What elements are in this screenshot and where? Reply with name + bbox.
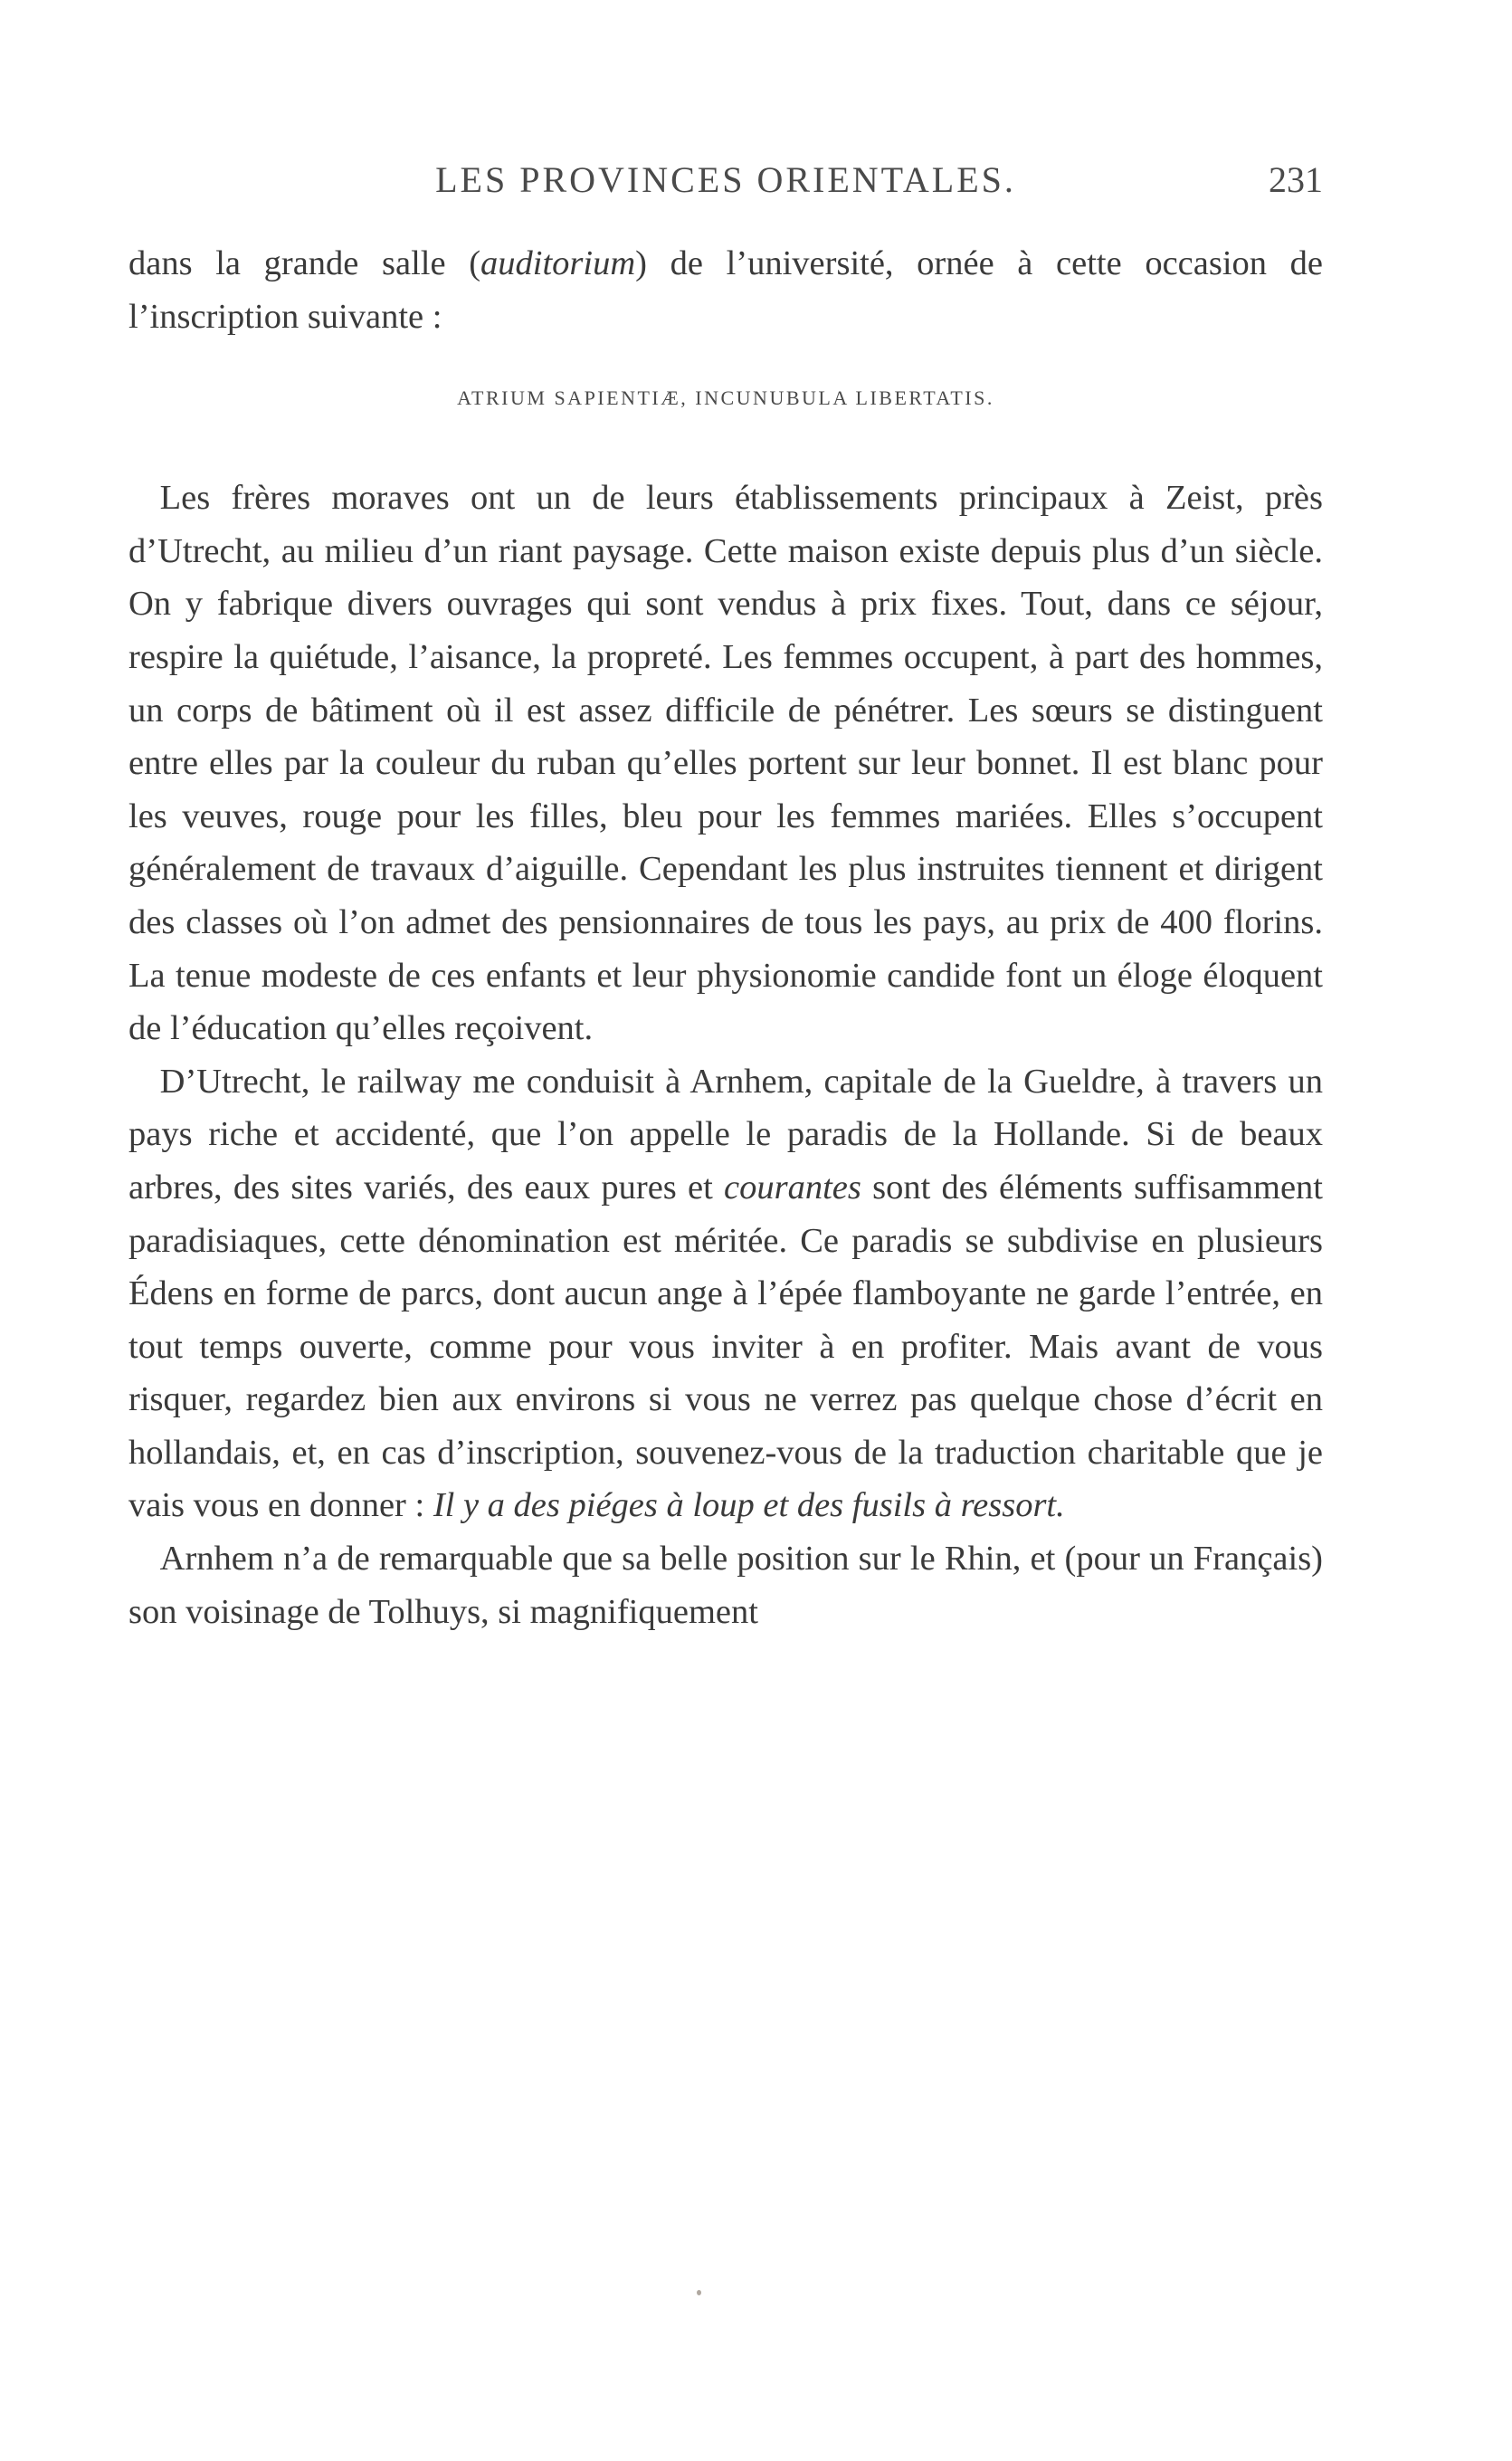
paragraph-moravian-brothers: Les frères moraves ont un de leurs établissements principaux à Zeist, près d’Utrecht, au milieu d’un riant paysage. Cette maison existe depuis plus d’un siècle. On y fabrique divers ouvrages qui sont vendus à prix fixes. Tout, dans ce séjour, respire la quiétude, l’aisance, la propreté. Les femmes occupent, à part des hommes, un corps de bâtiment où il est assez difficile de pénétrer. Les sœurs se distinguent entre elles par la couleur du ruban qu’elles portent sur leur bonnet. Il est blanc pour les veuves, rouge pour les filles, bleu pour les femmes mariées. Elles s’occupent généralement de travaux d’aiguille. Cependant les plus instruites tiennent et dirigent des classes où l’on admet des pensionnaires de tous les pays, au prix de 400 florins. La tenue modeste de ces enfants et leur physionomie candide font un éloge éloquent de l’éducation qu’elles reçoivent. bbox=[128, 479, 1323, 1048]
page-header bbox=[128, 158, 1323, 213]
running-title: LES PROVINCES ORIENTALES. bbox=[435, 159, 1016, 200]
paragraph-italic-text: auditorium bbox=[480, 244, 636, 282]
paragraph-continuation bbox=[128, 237, 1323, 343]
latin-inscription: ATRIUM SAPIENTIÆ, INCUNUBULA LIBERTATIS. bbox=[457, 386, 994, 410]
page-body bbox=[128, 237, 1323, 1638]
paragraph-italic-text: Il y a des piéges à loup et des fusils à ressort. bbox=[433, 1486, 1065, 1525]
paragraph-arnhem-position: Arnhem n’a de remarquable que sa belle position sur le Rhin, et (pour un Français) son voisinage de Tolhuys, si magnifiquement bbox=[128, 1540, 1323, 1631]
paragraph-text: D’Utrecht, le railway me conduisit à Arnhem, capitale de la Gueldre, à travers un pays riche et accidenté, que l’on appelle le paradis de la Hollande. Si de beaux arbres, des sites variés, des eaux pures et bbox=[128, 1062, 1323, 1207]
paper-speck bbox=[697, 2290, 701, 2295]
paragraph-text: dans la grande salle ( bbox=[128, 244, 481, 282]
paragraph-italic-text: courantes bbox=[724, 1168, 861, 1207]
paragraph-text: sont des éléments suffisamment paradisiaques, cette dénomination est méritée. Ce paradis se subdivise en plusieurs Édens en forme de parcs, dont aucun ange à l’épée flamboyante ne garde l’entrée, en tout temps ouverte, comme pour vous inviter à en profiter. Mais avant de vous risquer, regardez bien aux environs si vous ne verrez pas quelque chose d’écrit en hollandais, et, en cas d’inscription, souvenez-vous de la traduction charitable que je vais vous en donner : bbox=[128, 1168, 1323, 1525]
paragraph-text: ) de l’université, ornée à cette occasion de l’inscription suivante : bbox=[128, 244, 1323, 336]
paragraph-arnhem-journey bbox=[128, 1055, 1323, 1532]
page-number: 231 bbox=[1269, 159, 1323, 200]
